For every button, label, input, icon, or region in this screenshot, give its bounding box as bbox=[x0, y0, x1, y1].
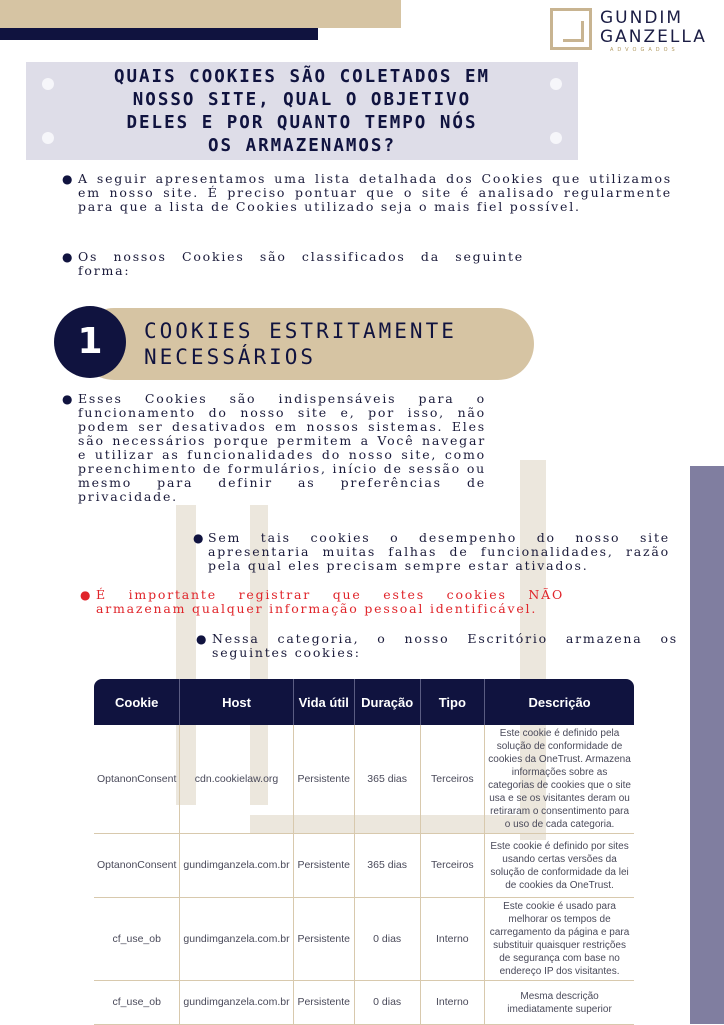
bullet-icon: ● bbox=[193, 531, 204, 545]
table-cell: cf_use_ob bbox=[94, 898, 179, 981]
column-header: Cookie bbox=[94, 679, 179, 725]
column-header: Vida útil bbox=[293, 679, 354, 725]
logo-name-line1: GUNDIM bbox=[600, 8, 684, 28]
cookies-table bbox=[94, 679, 634, 1025]
table-cell: cdn.cookielaw.org bbox=[179, 725, 292, 834]
top-accent-bar-tan bbox=[0, 0, 401, 28]
bullet-icon: ● bbox=[62, 172, 73, 186]
section-title-line: NECESSÁRIOS bbox=[144, 345, 317, 369]
column-header: Descrição bbox=[484, 679, 634, 725]
warning-paragraph: É importante registrar que estes cookies NÃO armazenam qualquer informação pessoal identificável. bbox=[96, 587, 564, 616]
body-paragraph-4: Nessa categoria, o nosso Escritório armazena os seguintes cookies: bbox=[212, 631, 678, 660]
table-cell: Terceiros bbox=[420, 725, 485, 834]
section-title-line: COOKIES ESTRITAMENTE bbox=[144, 319, 457, 343]
intro-paragraph-1: A seguir apresentamos uma lista detalhada dos Cookies que utilizamos em nosso site. É preciso pontuar que o site é analisado regularmente para que a lista de Cookies utilizado seja o mais fiel possível. bbox=[78, 171, 672, 214]
table-cell: Persistente bbox=[293, 898, 354, 981]
bullet-icon: ● bbox=[196, 632, 207, 646]
logo-subtitle: ADVOGADOS bbox=[610, 47, 679, 53]
table-cell: Interno bbox=[420, 981, 485, 1025]
table-header-row bbox=[94, 679, 634, 725]
bullet-icon: ● bbox=[80, 588, 91, 602]
table-cell: Persistente bbox=[293, 981, 354, 1025]
table-cell: 0 dias bbox=[354, 981, 420, 1025]
table-row bbox=[94, 834, 634, 898]
column-header: Duração bbox=[354, 679, 420, 725]
table-cell: Este cookie é usado para melhorar os tempos de carregamento da página e para substituir quaisquer restrições de segurança com base no endereço IP dos visitantes. bbox=[484, 898, 634, 981]
table-row bbox=[94, 725, 634, 834]
column-header: Host bbox=[179, 679, 292, 725]
section-title bbox=[144, 318, 457, 370]
table-cell: 365 dias bbox=[354, 725, 420, 834]
body-paragraph-2: Sem tais cookies o desempenho do nosso site apresentaria muitas falhas de funcionalidades, razão pela qual eles precisam sempre estar ativados. bbox=[208, 530, 670, 573]
right-accent-stripe bbox=[690, 466, 724, 1024]
section-number-badge: 1 bbox=[54, 306, 126, 378]
bullet-icon: ● bbox=[62, 392, 73, 406]
title-line: NOSSO SITE, QUAL O OBJETIVO bbox=[132, 90, 472, 110]
table-cell: Terceiros bbox=[420, 834, 485, 898]
table-cell: 0 dias bbox=[354, 898, 420, 981]
table-cell: Este cookie é definido por sites usando certas versões da solução de conformidade da lei de cookies da OneTrust. bbox=[484, 834, 634, 898]
table-cell: gundimganzela.com.br bbox=[179, 834, 292, 898]
table-cell: cf_use_ob bbox=[94, 981, 179, 1025]
intro-paragraph-2: Os nossos Cookies são classificados da seguinte forma: bbox=[78, 249, 524, 278]
top-accent-bar-navy bbox=[0, 28, 318, 40]
table-cell: Persistente bbox=[293, 834, 354, 898]
table-cell: gundimganzela.com.br bbox=[179, 898, 292, 981]
table-cell: OptanonConsent bbox=[94, 725, 179, 834]
bullet-icon: ● bbox=[62, 250, 73, 264]
table-cell: gundimganzela.com.br bbox=[179, 981, 292, 1025]
column-header: Tipo bbox=[420, 679, 485, 725]
title-line: QUAIS COOKIES SÃO COLETADOS EM bbox=[113, 67, 491, 87]
title-line: OS ARMAZENAMOS? bbox=[207, 136, 397, 156]
title-line: DELES E POR QUANTO TEMPO NÓS bbox=[126, 113, 478, 133]
table-cell: Mesma descrição imediatamente superior bbox=[484, 981, 634, 1025]
table-cell: Persistente bbox=[293, 725, 354, 834]
table-row bbox=[94, 981, 634, 1025]
table-cell: Este cookie é definido pela solução de conformidade de cookies da OneTrust. Armazena informações sobre as categorias de cookies que o site usa e se os visitantes deram ou retiraram o consentimento para o uso de cada categoria. bbox=[484, 725, 634, 834]
page-title bbox=[26, 66, 578, 158]
table-cell: Interno bbox=[420, 898, 485, 981]
table-cell: OptanonConsent bbox=[94, 834, 179, 898]
body-paragraph-1: Esses Cookies são indispensáveis para o funcionamento do nosso site e, por isso, não podem ser desativados em nossos sistemas. Eles são necessários porque permitem a Você navegar e utilizar as funcionalidades do nosso site, como preenchimento de formulários, início de sessão ou mesmo para definir as preferências de privacidade. bbox=[78, 391, 486, 504]
table-row bbox=[94, 898, 634, 981]
logo-name-line2: GANZELLA bbox=[600, 27, 707, 47]
table-cell: 365 dias bbox=[354, 834, 420, 898]
logo-icon bbox=[550, 8, 592, 50]
